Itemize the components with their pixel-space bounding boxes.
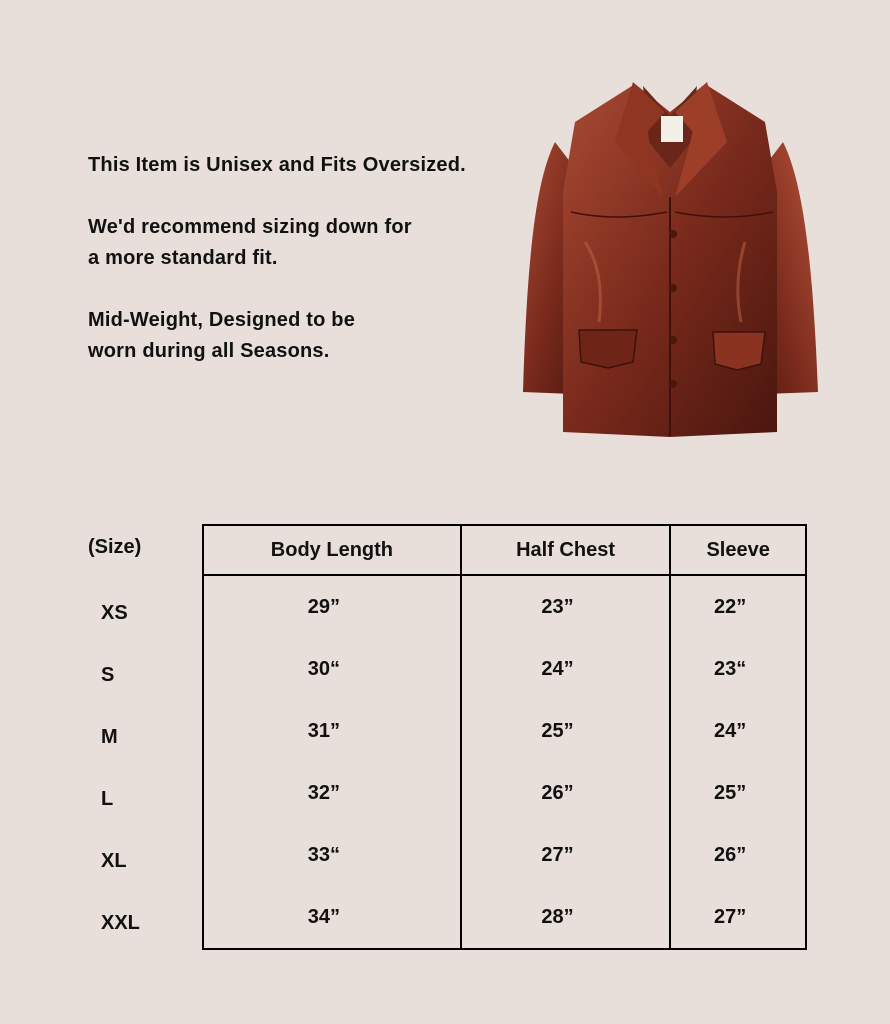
leather-jacket-image <box>515 72 825 442</box>
body-length-cell <box>203 575 461 638</box>
measurement-value: 25” <box>541 719 574 742</box>
measurement-value: 24” <box>714 719 747 742</box>
measurement-value: 31” <box>307 719 341 742</box>
header-half-chest: Half Chest <box>461 525 670 575</box>
measurement-value: 28” <box>541 905 574 928</box>
table-row <box>203 575 806 638</box>
body-length-cell <box>203 886 461 949</box>
body-length-cell <box>203 638 461 700</box>
sleeve-cell <box>670 638 806 700</box>
measurement-value: 26” <box>714 843 747 866</box>
size-chart-body <box>203 575 806 949</box>
measurement-value: 23“ <box>714 657 747 680</box>
header-body-length: Body Length <box>203 525 461 575</box>
size-column-header: (Size) <box>88 536 142 558</box>
measurement-value: 22” <box>714 595 747 618</box>
table-row <box>203 762 806 824</box>
table-row <box>203 638 806 700</box>
measurement-value: 26” <box>541 781 574 804</box>
body-length-cell <box>203 762 461 824</box>
measurement-value: 33“ <box>307 843 341 866</box>
size-chart-table <box>202 524 807 950</box>
sleeve-cell <box>670 762 806 824</box>
half-chest-cell <box>461 700 670 762</box>
table-row <box>203 824 806 886</box>
weight-note: Mid-Weight, Designed to be worn during all Seasons. <box>88 309 356 362</box>
sleeve-cell <box>670 575 806 638</box>
measurement-value: 29” <box>307 595 341 618</box>
half-chest-cell <box>461 824 670 886</box>
size-label: XXL <box>101 912 140 934</box>
table-header-row <box>203 525 806 575</box>
fit-note: This Item is Unisex and Fits Oversized. <box>88 154 466 176</box>
measurement-value: 25” <box>714 781 747 804</box>
size-label: XS <box>101 602 128 624</box>
header-sleeve: Sleeve <box>670 525 806 575</box>
size-label: L <box>101 788 114 810</box>
measurement-value: 30“ <box>307 657 341 680</box>
sizing-note: We'd recommend sizing down for a more standard fit. <box>88 216 412 269</box>
half-chest-cell <box>461 886 670 949</box>
measurement-value: 32” <box>307 781 341 804</box>
measurement-value: 27” <box>541 843 574 866</box>
size-label: S <box>101 664 115 686</box>
product-description <box>88 150 528 398</box>
half-chest-cell <box>461 762 670 824</box>
table-row <box>203 886 806 949</box>
measurement-value: 23” <box>541 595 574 618</box>
body-length-cell <box>203 824 461 886</box>
body-length-cell <box>203 700 461 762</box>
measurement-value: 27” <box>714 905 747 928</box>
size-label: M <box>101 726 118 748</box>
sleeve-cell <box>670 886 806 949</box>
half-chest-cell <box>461 575 670 638</box>
half-chest-cell <box>461 638 670 700</box>
sleeve-cell <box>670 824 806 886</box>
sleeve-cell <box>670 700 806 762</box>
table-row <box>203 700 806 762</box>
leather-jacket-icon <box>515 72 825 442</box>
measurement-value: 24” <box>541 657 574 680</box>
size-label: XL <box>101 850 127 872</box>
measurement-value: 34” <box>307 905 341 928</box>
